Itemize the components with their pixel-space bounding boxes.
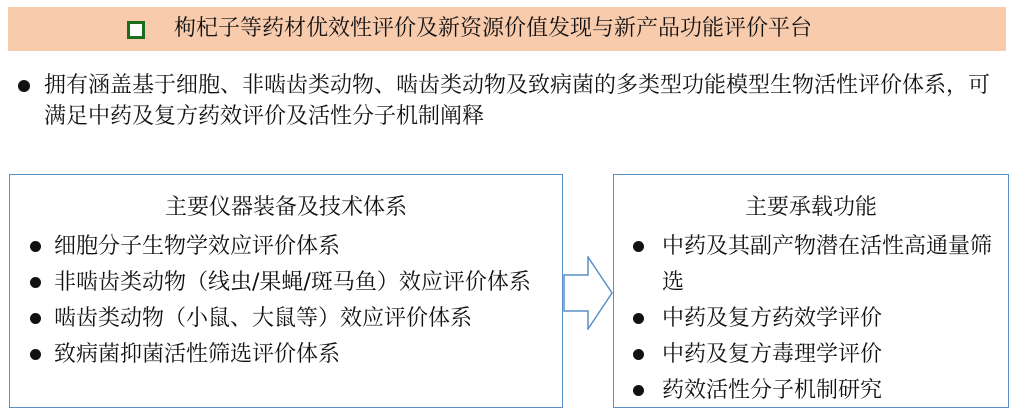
list-item (614, 229, 1008, 301)
list-item-text: 中药及复方毒理学评价 (662, 342, 883, 367)
bullet-icon (30, 241, 41, 252)
list-item-text: 非啮齿类动物（线虫/果蝇/斑马鱼）效应评价体系 (54, 270, 531, 295)
bullet-icon (30, 349, 41, 360)
list-item-text: 中药及复方药效学评价 (662, 306, 883, 331)
bullet-icon (30, 313, 41, 324)
equipment-box (9, 174, 563, 408)
list-item (614, 373, 1008, 409)
bullet-icon (633, 349, 644, 360)
list-item (614, 301, 1008, 337)
right-arrow-icon (563, 256, 613, 330)
list-item (10, 265, 562, 301)
functions-box (613, 174, 1009, 408)
bullet-icon (30, 277, 41, 288)
list-item (10, 229, 562, 265)
list-item (614, 337, 1008, 373)
list-item-text: 细胞分子生物学效应评价体系 (54, 234, 341, 259)
list-item-text: 致病菌抑菌活性筛选评价体系 (54, 342, 341, 367)
header-bar (8, 7, 1006, 51)
list-item-text: 啮齿类动物（小鼠、大鼠等）效应评价体系 (54, 306, 473, 331)
square-bullet-icon (127, 21, 145, 39)
equipment-list (10, 229, 562, 373)
list-item-text: 药效活性分子机制研究 (662, 378, 883, 403)
functions-list (614, 229, 1008, 409)
bullet-icon (633, 385, 644, 396)
bullet-icon (18, 80, 30, 92)
list-item-text: 中药及其副产物潜在活性高通量筛选 (662, 234, 993, 295)
list-item (10, 301, 562, 337)
bullet-icon (633, 313, 644, 324)
list-item (10, 337, 562, 373)
bullet-icon (633, 241, 644, 252)
equipment-box-title: 主要仪器装备及技术体系 (164, 195, 407, 220)
page-title: 枸杞子等药材优效性评价及新资源价值发现与新产品功能评价平台 (174, 16, 813, 41)
functions-box-title: 主要承载功能 (744, 195, 877, 220)
intro-text: 拥有涵盖基于细胞、非啮齿类动物、啮齿类动物及致病菌的多类型功能模型生物活性评价体系，可满足中药及复方药效评价及活性分子机制阐释 (44, 73, 991, 129)
